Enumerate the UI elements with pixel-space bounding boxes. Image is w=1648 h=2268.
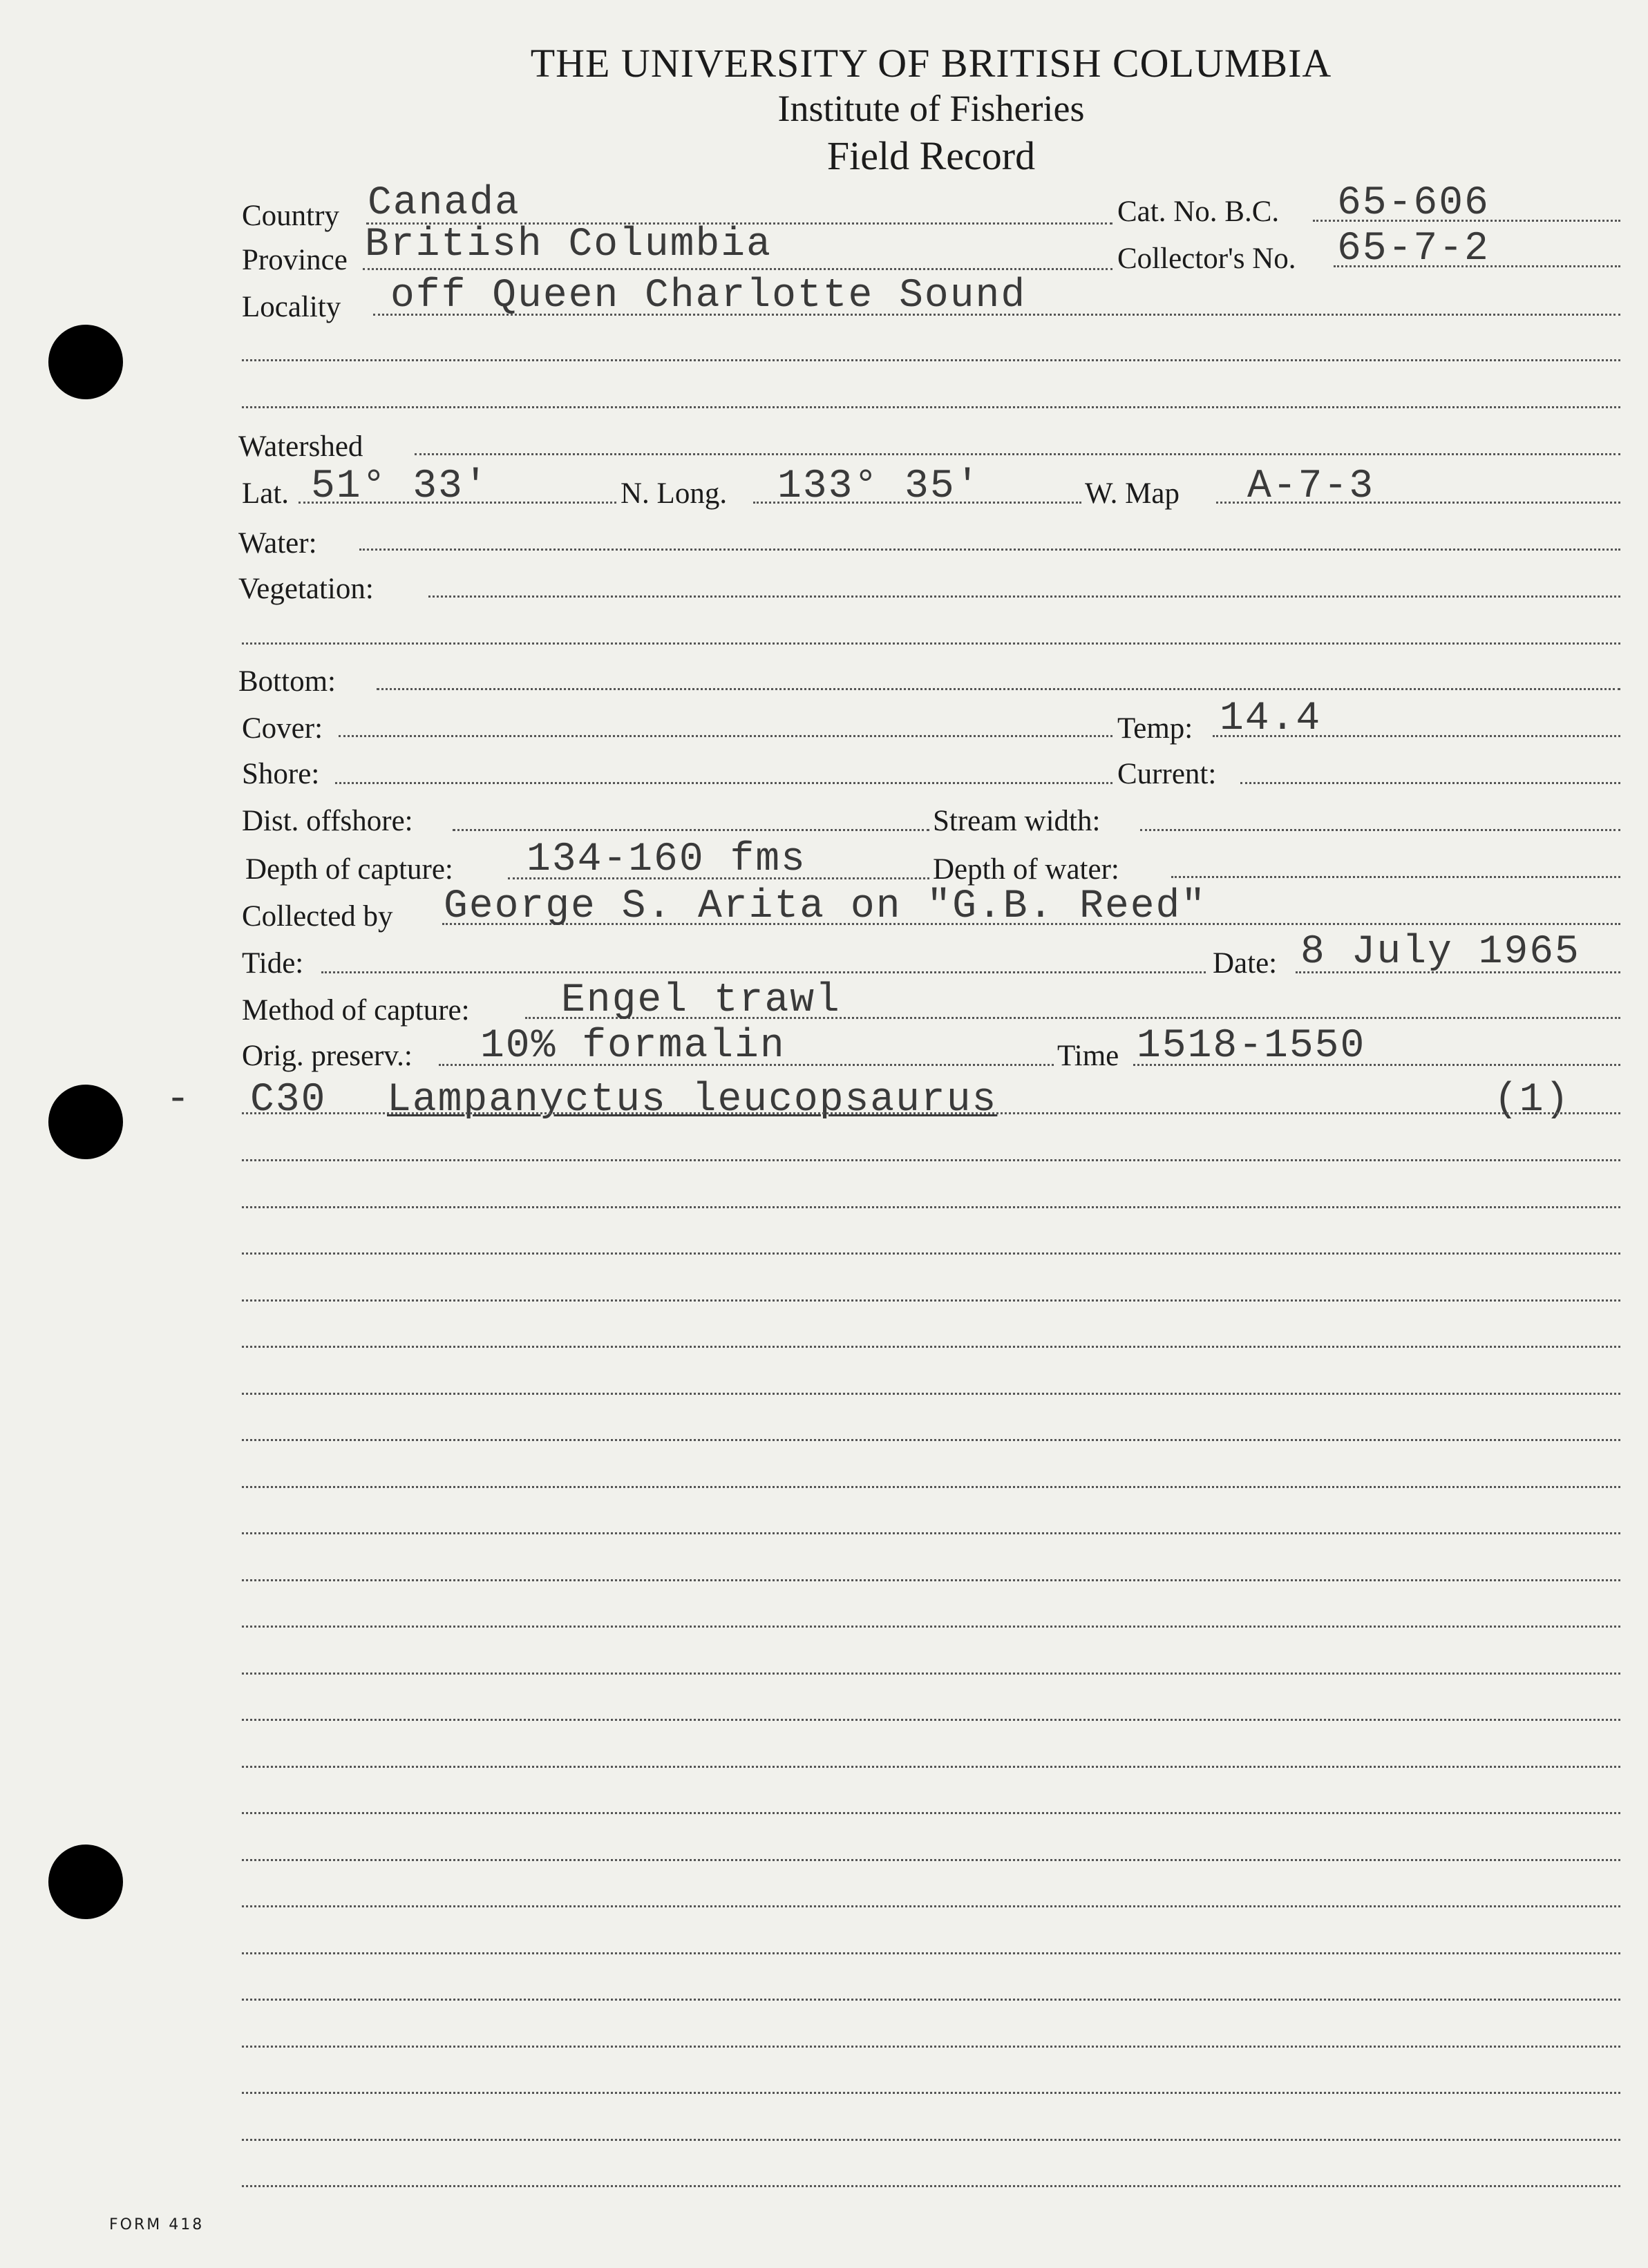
ruled-line: [242, 1859, 1620, 1861]
ruled-line: [242, 1812, 1620, 1814]
ruled-line: [242, 1159, 1620, 1161]
ruled-line: [242, 1206, 1620, 1208]
ruled-line: [242, 1252, 1620, 1255]
province-label: Province: [242, 244, 348, 276]
ruled-line: [242, 1579, 1620, 1581]
orig-preserv-value: 10% formalin: [480, 1024, 786, 1069]
stream-width-label: Stream width:: [933, 805, 1101, 837]
vegetation-label: Vegetation:: [238, 573, 374, 605]
punch-hole-bottom: [48, 1845, 123, 1919]
depth-water-label: Depth of water:: [933, 853, 1119, 886]
specimen-name: Lampanyctus leucopsaurus: [387, 1078, 998, 1123]
locality-line-2: [242, 359, 1620, 361]
ruled-line: [242, 1439, 1620, 1441]
shore-line: [335, 782, 1112, 784]
specimen-line: [242, 1112, 1620, 1114]
ruled-line: [242, 1952, 1620, 1954]
depth-capture-value: 134-160 fms: [527, 837, 806, 882]
ruled-line: [242, 1905, 1620, 1907]
watershed-label: Watershed: [238, 430, 363, 463]
ruled-line: [242, 1393, 1620, 1395]
form-number: FORM 418: [109, 2216, 205, 2233]
institution-title: THE UNIVERSITY OF BRITISH COLUMBIA: [530, 41, 1332, 86]
stream-width-line: [1140, 829, 1620, 831]
specimen-marker: -: [166, 1078, 191, 1123]
province-line: [363, 268, 1112, 270]
water-label: Water:: [238, 527, 317, 560]
cover-line: [339, 735, 1112, 737]
lat-label: Lat.: [242, 477, 290, 510]
date-label: Date:: [1213, 947, 1278, 980]
time-label: Time: [1057, 1040, 1119, 1072]
ruled-line: [242, 1532, 1620, 1534]
method-label: Method of capture:: [242, 994, 470, 1027]
collectors-no-label: Collector's No.: [1117, 242, 1296, 275]
locality-label: Locality: [242, 291, 341, 323]
depth-water-line: [1171, 876, 1620, 878]
vegetation-line: [428, 595, 1620, 598]
tide-line: [321, 971, 1206, 973]
map-label: W. Map: [1085, 477, 1180, 510]
temp-value: 14.4: [1220, 696, 1322, 741]
vegetation-line-2: [242, 642, 1620, 645]
ruled-line: [242, 1299, 1620, 1302]
specimen-code: C30: [250, 1078, 327, 1123]
ruled-line: [242, 1999, 1620, 2001]
tide-label: Tide:: [242, 947, 304, 980]
dist-offshore-line: [453, 829, 929, 831]
orig-preserv-label: Orig. preserv.:: [242, 1040, 413, 1072]
institute-subtitle: Institute of Fisheries: [777, 88, 1085, 129]
country-label: Country: [242, 200, 339, 232]
ruled-line: [242, 2185, 1620, 2187]
specimen-count: (1): [1494, 1078, 1571, 1123]
collected-by-value: George S. Arita on "G.B. Reed": [444, 884, 1207, 929]
water-line: [359, 549, 1620, 551]
current-label: Current:: [1117, 758, 1217, 790]
locality-line-3: [242, 406, 1620, 408]
shore-label: Shore:: [242, 758, 320, 790]
collected-by-label: Collected by: [242, 900, 393, 933]
depth-capture-label: Depth of capture:: [245, 853, 453, 886]
cover-label: Cover:: [242, 712, 323, 745]
dist-offshore-label: Dist. offshore:: [242, 805, 413, 837]
collectors-no-value: 65-7-2: [1337, 227, 1490, 271]
date-value: 8 July 1965: [1300, 930, 1580, 975]
province-value: British Columbia: [365, 222, 772, 267]
punch-hole-top: [48, 325, 123, 399]
bottom-line: [377, 688, 1620, 690]
ruled-line: [242, 1673, 1620, 1675]
ruled-line: [242, 2046, 1620, 2048]
ruled-line: [242, 1346, 1620, 1348]
form-title: Field Record: [826, 133, 1036, 178]
ruled-line: [242, 1486, 1620, 1488]
ruled-line: [242, 2139, 1620, 2141]
punch-hole-middle: [48, 1085, 123, 1159]
country-value: Canada: [368, 181, 520, 226]
current-line: [1240, 782, 1620, 784]
lat-value: 51° 33': [311, 464, 489, 509]
locality-value: off Queen Charlotte Sound: [390, 274, 1027, 318]
map-value: A-7-3: [1247, 464, 1375, 509]
long-value: 133° 35': [777, 464, 981, 509]
time-value: 1518-1550: [1137, 1024, 1366, 1069]
method-value: Engel trawl: [561, 978, 841, 1023]
ruled-line: [242, 1766, 1620, 1768]
bottom-label: Bottom:: [238, 665, 336, 698]
ruled-line: [242, 1626, 1620, 1628]
cat-no-label: Cat. No. B.C.: [1117, 196, 1280, 228]
watershed-line: [415, 453, 1620, 455]
ruled-line: [242, 1719, 1620, 1721]
temp-label: Temp:: [1117, 712, 1193, 745]
cat-no-value: 65-606: [1337, 181, 1490, 226]
long-label: N. Long.: [621, 477, 728, 510]
ruled-line: [242, 2092, 1620, 2094]
